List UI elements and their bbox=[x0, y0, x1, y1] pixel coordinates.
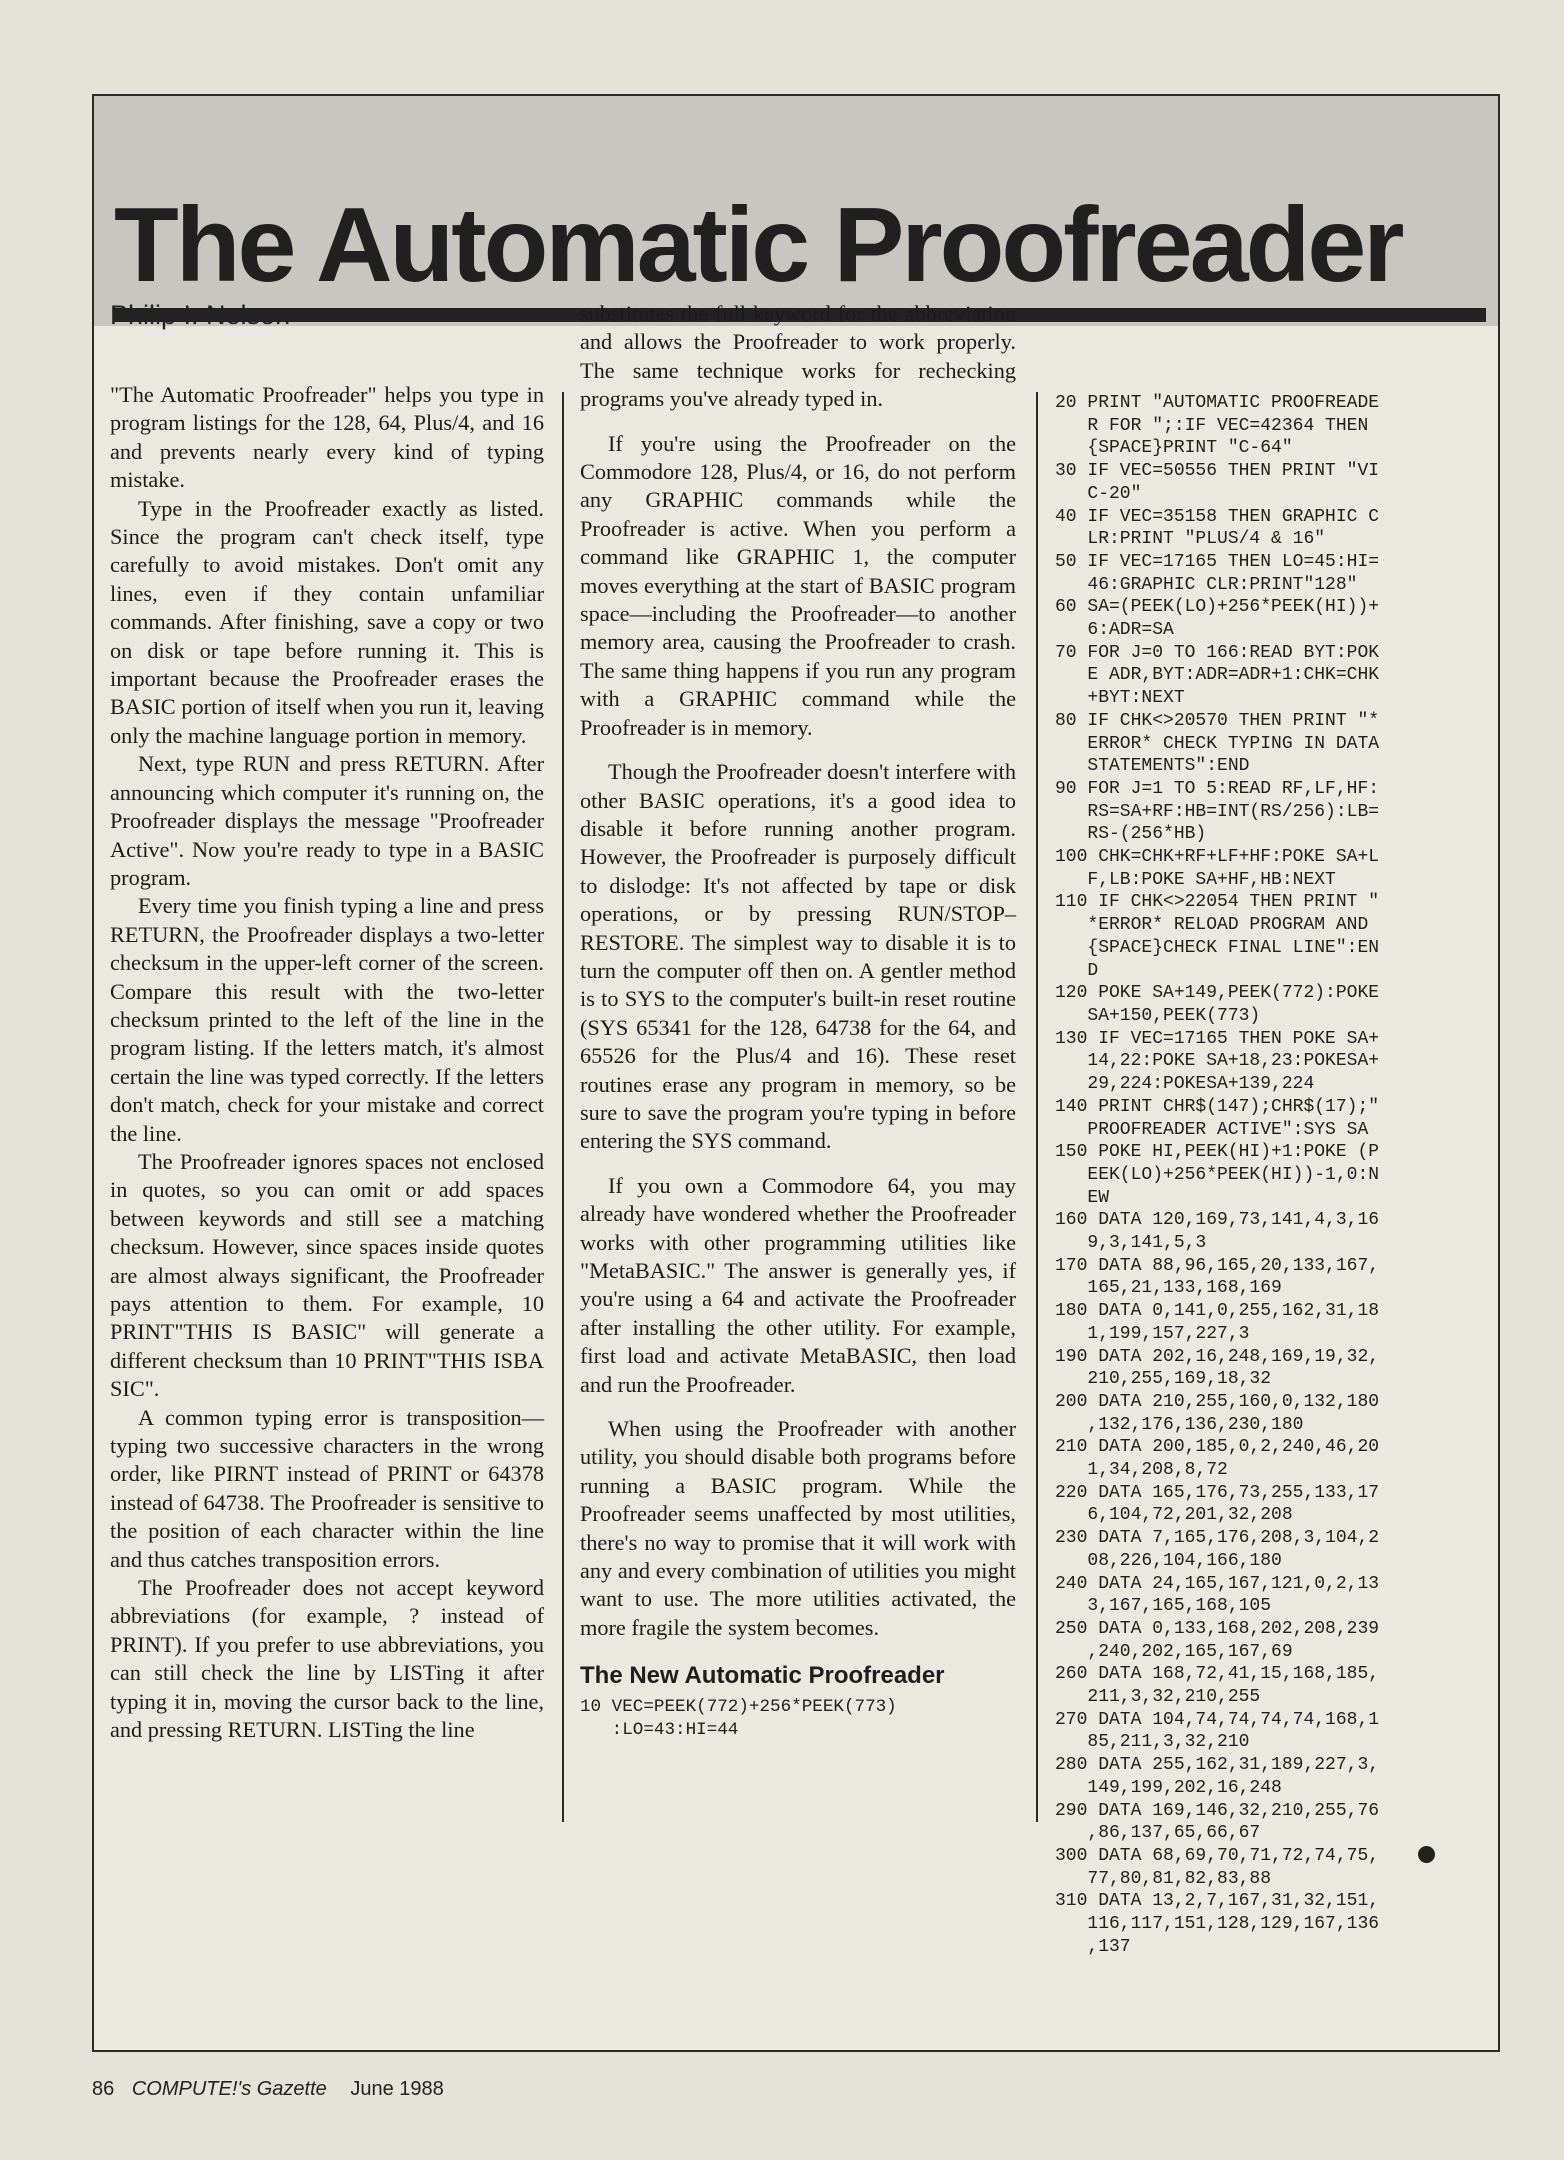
article-title: The Automatic Proofreader bbox=[114, 186, 1402, 304]
title-band bbox=[94, 96, 1498, 326]
paragraph: If you own a Commodore 64, you may already have wondered whether the Proofreader works with other programming utilities like "MetaBASIC." The answer is generally yes, if you're using a 64 and activate the Proofreader after installing the other utility. For example, first load and activate MetaBASIC, then load and run the Proofreader. bbox=[580, 1172, 1016, 1397]
paragraph: Every time you finish typing a line and press RETURN, the Proofreader displays a two-letter checksum in the upper-left corner of the screen. Compare this result with the two-letter checksum printed to the left of the line in the program listing. If the letters match, it's almost certain the line was typed correctly. If the letters don't match, check for your mistake and correct the line. bbox=[110, 893, 544, 1146]
column-1 bbox=[110, 300, 544, 1745]
column-2 bbox=[580, 300, 1016, 1742]
column-3 bbox=[1055, 392, 1490, 1959]
paragraph: "The Automatic Proofreader" helps you type in program listings for the 128, 64, Plus/4, and 16 and prevents nearly every kind of typing mistake. bbox=[110, 382, 544, 493]
listing-heading: The New Automatic Proofreader bbox=[580, 1662, 945, 1690]
paragraph: A common typing error is transposition—typing two successive characters in the wrong order, like PIRNT instead of PRINT or 64378 instead of 64738. The Proofreader is sensitive to the position of each character within the line and thus catches transposition errors. bbox=[110, 1404, 544, 1572]
paragraph: When using the Proofreader with another utility, you should disable both programs before running a BASIC program. While the Proofreader seems unaffected by most utilities, there's no way to promise that it will work with any and every combination of utilities you might want to use. The more utilities activated, the more fragile the system becomes. bbox=[580, 1416, 1016, 1640]
program-listing: 20 PRINT "AUTOMATIC PROOFREADE R FOR ";:IF VEC=42364 THEN {SPACE}PRINT "C-64" 30 IF VEC=50556 THEN PRINT "VI C-20" 40 IF VEC=35158 THEN GRAPHIC C LR:PRINT "PLUS/4 & 16" 50 IF VEC=17165 THEN LO=45:HI= 46:GRAPHIC CLR:PRINT"128" 60 SA=(PEEK(LO)+256*PEEK(HI))+ 6:ADR=SA 70 FOR J=0 TO 166:READ BYT:POK E ADR,BYT:ADR=ADR+1:CHK=CHK +BYT:NEXT 80 IF CHK<>20570 THEN PRINT "* ERROR* CHECK TYPING IN DATA STATEMENTS":END 90 FOR J=1 TO 5:READ RF,LF,HF: RS=SA+RF:HB=INT(RS/256):LB= RS-(256*HB) 100 CHK=CHK+RF+LF+HF:POKE SA+L F,LB:POKE SA+HF,HB:NEXT 110 IF CHK<>22054 THEN PRINT " *ERROR* RELOAD PROGRAM AND {SPACE}CHECK FINAL LINE":EN D 120 POKE SA+149,PEEK(772):POKE SA+150,PEEK(773) 130 IF VEC=17165 THEN POKE SA+ 14,22:POKE SA+18,23:POKESA+ 29,224:POKESA+139,224 140 PRINT CHR$(147);CHR$(17);" PROOFREADER ACTIVE":SYS SA 150 POKE HI,PEEK(HI)+1:POKE (P EEK(LO)+256*PEEK(HI))-1,0:N EW 160 DATA 120,169,73,141,4,3,16 9,3,141,5,3 170 DATA 88,96,165,20,133,167, 165,21,133,168,169 180 DATA 0,141,0,255,162,31,18 1,199,157,227,3 190 DATA 202,16,248,169,19,32, 210,255,169,18,32 200 DATA 210,255,160,0,132,180 ,132,176,136,230,180 210 DATA 200,185,0,2,240,46,20 1,34,208,8,72 220 DATA 165,176,73,255,133,17 6,104,72,201,32,208 230 DATA 7,165,176,208,3,104,2 08,226,104,166,180 240 DATA 24,165,167,121,0,2,13 3,167,165,168,105 250 DATA 0,133,168,202,208,239 ,240,202,165,167,69 260 DATA 168,72,41,15,168,185, 211,3,32,210,255 270 DATA 104,74,74,74,74,168,1 85,211,3,32,210 280 DATA 255,162,31,189,227,3, 149,199,202,16,248 290 DATA 169,146,32,210,255,76 ,86,137,65,66,67 300 DATA 68,69,70,71,72,74,75, 77,80,81,82,83,88 310 DATA 13,2,7,167,31,32,151, 116,117,151,128,129,167,136 ,137 bbox=[1055, 393, 1380, 1957]
paragraph: The Proofreader does not accept keyword abbreviations (for example, ? instead of PRINT). If you prefer to use abbreviations, you can still check the line by LISTing it after typing it in, moving the cursor back to the line, and pressing RETURN. LISTing the line bbox=[110, 1575, 544, 1743]
column-divider-2 bbox=[1036, 392, 1038, 1822]
author-byline: Philip I. Nelson bbox=[110, 300, 291, 330]
issue-date: June 1988 bbox=[350, 2078, 444, 2100]
paragraph: Though the Proofreader doesn't interfere with other BASIC operations, it's a good idea to disable it before running another program. However, the Proofreader is purposely difficult to dislodge: It's not affected by tape or disk operations, or by pressing RUN/STOP– RESTORE. The simplest way to disable it is to turn the computer off then on. A gentler method is to SYS to the computer's built-in reset routine (SYS 65341 for the 128, 64738 for the 64, and 65526 for the Plus/4 and 16). These reset routines erase any program in memory, so be sure to save the program you're typing in before entering the SYS command. bbox=[580, 759, 1016, 1154]
page-footer bbox=[92, 2078, 444, 2101]
program-listing-start: 10 VEC=PEEK(772)+256*PEEK(773) :LO=43:HI=44 bbox=[580, 1697, 897, 1741]
page-number: 86 bbox=[92, 2078, 115, 2100]
paragraph: substitutes the full keyword for the abbreviation and allows the Proofreader to work properly. The same technique works for rechecking programs you've already typed in. bbox=[580, 301, 1016, 412]
paragraph: The Proofreader ignores spaces not enclosed in quotes, so you can omit or add spaces between keywords and still see a matching checksum. However, since spaces inside quotes are almost always significant, the Proofreader pays attention to them. For example, 10 PRINT"THIS IS BASIC" will generate a different checksum than 10 PRINT"THIS ISBA SIC". bbox=[110, 1148, 544, 1402]
paragraph: Next, type RUN and press RETURN. After announcing which computer it's running on, the Proofreader displays the message "Proofreader Active". Now you're ready to type in a BASIC program. bbox=[110, 751, 544, 890]
end-of-article-bullet-icon bbox=[1418, 1846, 1435, 1863]
column-divider-1 bbox=[562, 392, 564, 1822]
magazine-name: COMPUTE!'s Gazette bbox=[131, 2078, 327, 2100]
paragraph: Type in the Proofreader exactly as listed. Since the program can't check itself, type carefully to avoid mistakes. Don't omit any lines, even if they contain unfamiliar commands. After finishing, save a copy or two on disk or tape before running it. This is important because the Proofreader erases the BASIC portion of itself when you run it, leaving only the machine language portion in memory. bbox=[110, 495, 544, 748]
paragraph: If you're using the Proofreader on the Commodore 128, Plus/4, or 16, do not perform any GRAPHIC commands while the Proofreader is active. When you perform a command like GRAPHIC 1, the computer moves everything at the start of BASIC program space—including the Proofreader—to another memory area, causing the Proofreader to crash. The same thing happens if you run any program with a GRAPHIC command while the Proofreader is in memory. bbox=[580, 430, 1016, 740]
